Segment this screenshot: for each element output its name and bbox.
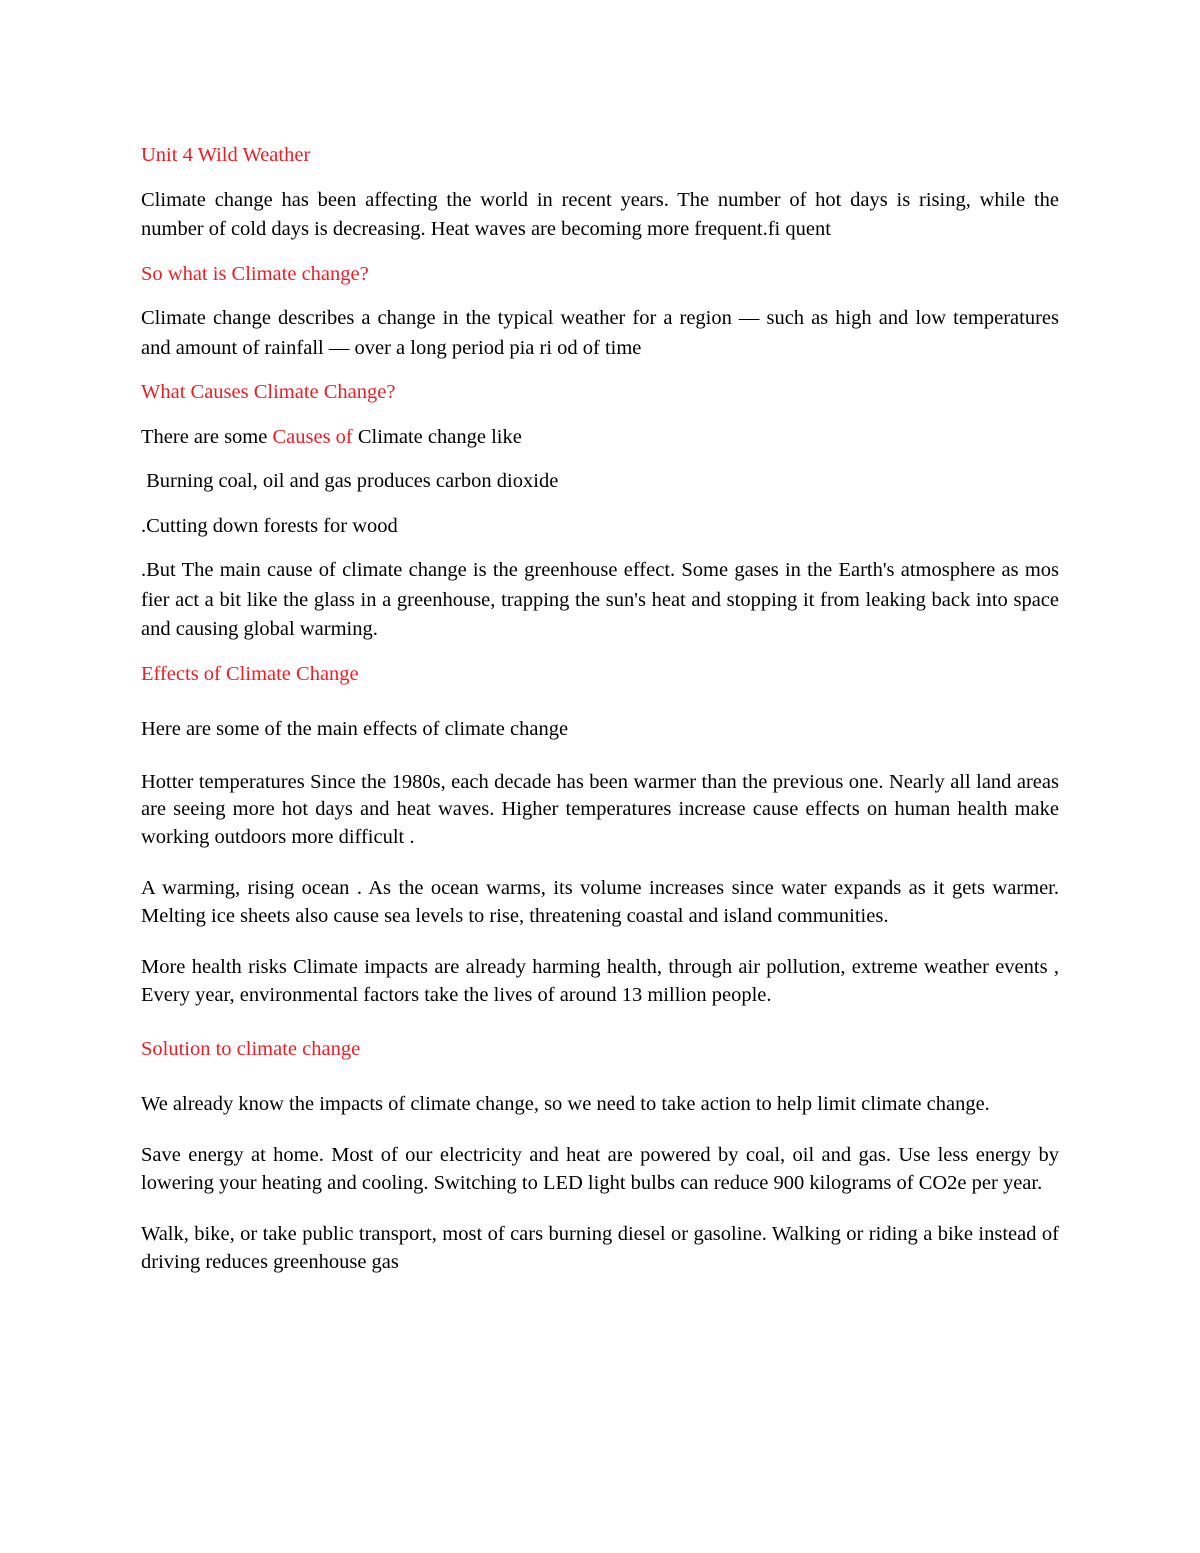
effect-health-risks: More health risks Climate impacts are already harming health, through air pollution, extreme weather events , Every year, environmental factors take the lives of around 13 million people. xyxy=(141,956,1059,1006)
document-title: Unit 4 Wild Weather xyxy=(141,144,311,166)
cause-item-burning: Burning coal, oil and gas produces carbon dioxide xyxy=(141,470,559,492)
causes-lead-text: There are some xyxy=(141,425,273,448)
effects-lead-paragraph: Here are some of the main effects of climate change xyxy=(141,718,569,740)
cause-item-forests: .Cutting down forests for wood xyxy=(141,514,398,537)
solution-transport: Walk, bike, or take public transport, most of cars burning diesel or gasoline. Walking or riding a bike instead of driving reduces greenhouse gas xyxy=(141,1223,1059,1273)
effect-rising-ocean: A warming, rising ocean . As the ocean warms, its volume increases since water expands as it gets warmer. Melting ice sheets also cause sea levels to rise, threatening coastal and island communities. xyxy=(141,877,1059,927)
what-paragraph: Climate change describes a change in the typical weather for a region — such as high and low temperatures and amount of rainfall — over a long period pia ri od of time xyxy=(141,307,1059,359)
effect-hotter-temperatures: Hotter temperatures Since the 1980s, each decade has been warmer than the previous one. Nearly all land areas are seeing more hot days and heat waves. Higher temperatures increase cause effects on human health make working outdoors more difficult . xyxy=(141,770,1059,848)
solution-save-energy: Save energy at home. Most of our electricity and heat are powered by coal, oil and gas. Use less energy by lowering your heating and cooling. Switching to LED light bulbs can reduce 900 kilograms of CO2e per year. xyxy=(141,1144,1059,1194)
section-heading-what: So what is Climate change? xyxy=(141,262,369,285)
intro-paragraph: Climate change has been affecting the world in recent years. The number of hot days is rising, while the number of cold days is decreasing. Heat waves are becoming more frequent.fi quent xyxy=(141,188,1059,240)
causes-lead-highlight: Causes of xyxy=(272,425,353,448)
causes-lead-text-end: Climate change like xyxy=(352,425,522,448)
section-heading-effects: Effects of Climate Change xyxy=(141,662,359,685)
cause-item-greenhouse: .But The main cause of climate change is the greenhouse effect. Some gases in the Earth's atmosphere as mos fier act a bit like the glass in a greenhouse, trapping the sun's heat and stopping it from leaking back into space and causing global warming. xyxy=(141,559,1059,640)
causes-lead-paragraph xyxy=(141,423,1059,453)
section-heading-solution: Solution to climate change xyxy=(141,1038,361,1060)
document-page xyxy=(141,141,1059,1276)
solution-lead-paragraph: We already know the impacts of climate change, so we need to take action to help limit climate change. xyxy=(141,1092,990,1115)
section-heading-causes: What Causes Climate Change? xyxy=(141,381,396,403)
